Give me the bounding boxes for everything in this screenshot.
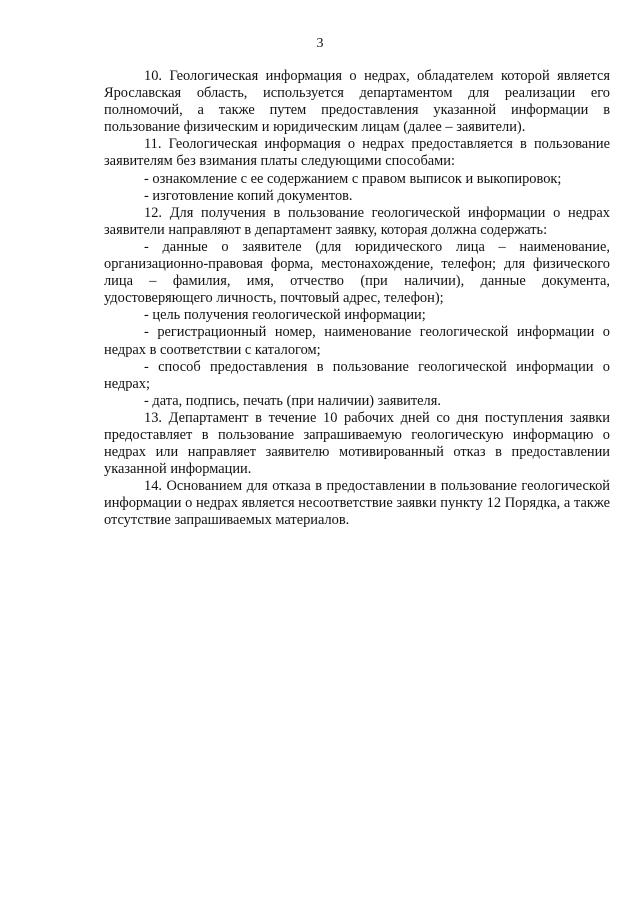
list-item-provision-method: - способ предоставления в пользование геологической информации о недрах; xyxy=(104,358,610,392)
list-item-familiarization: - ознакомление с ее содержанием с правом выписок и выкопировок; xyxy=(144,170,562,187)
list-item-applicant-data: - данные о заявителе (для юридического лица – наименование, организационно-правовая форма, местонахождение, телефон; для физического лица – фамилия, имя, отчество (при наличии), данные документа, удостоверяющего личность, почтовый адрес, телефон); xyxy=(104,238,610,307)
page-number: 3 xyxy=(316,36,324,51)
paragraph-13: 13. Департамент в течение 10 рабочих дней со дня поступления заявки предоставляет в пользование запрашиваемую геологическую информацию о недрах или направляет заявителю мотивированный отказ в предоставлении указанной информации. xyxy=(104,409,610,478)
paragraph-12: 12. Для получения в пользование геологической информации о недрах заявители направляют в департамент заявку, которая должна содержать: xyxy=(104,204,610,238)
list-item-registration-number: - регистрационный номер, наименование геологической информации о недрах в соответствии с каталогом; xyxy=(104,324,610,358)
paragraph-11: 11. Геологическая информация о недрах предоставляется в пользование заявителям без взимания платы следующими способами: xyxy=(104,136,610,170)
document-body xyxy=(104,68,610,530)
paragraph-10: 10. Геологическая информация о недрах, обладателем которой является Ярославская область, используется департаментом для реализации его полномочий, а также путем предоставления указанной информации в пользование физическим и юридическим лицам (далее – заявители). xyxy=(104,68,610,136)
list-item-copies: - изготовление копий документов. xyxy=(144,187,353,204)
list-item-date-signature: - дата, подпись, печать (при наличии) заявителя. xyxy=(144,392,441,409)
list-item-purpose: - цель получения геологической информации; xyxy=(144,307,426,324)
paragraph-14: 14. Основанием для отказа в предоставлении в пользование геологической информации о недрах является несоответствие заявки пункту 12 Порядка, а также отсутствие запрашиваемых материалов. xyxy=(104,478,610,529)
